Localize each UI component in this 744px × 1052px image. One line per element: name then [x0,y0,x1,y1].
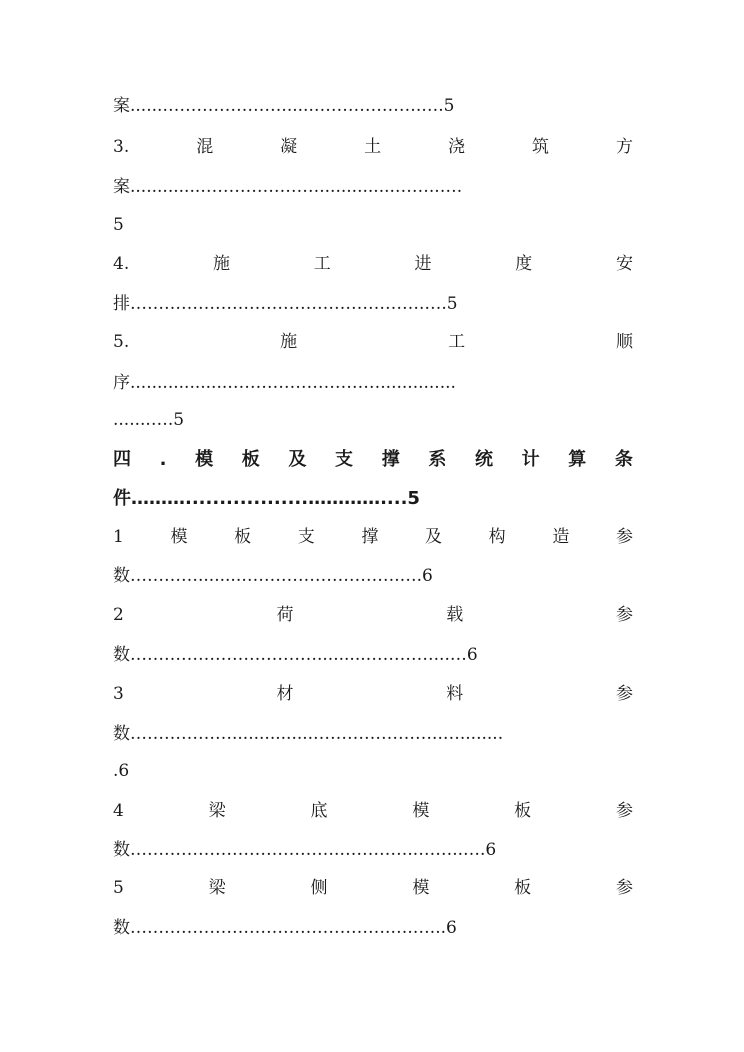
toc-token: 统 [474,449,493,470]
toc-token: 参 [615,801,633,821]
toc-token: 筑 [532,137,549,157]
toc-token: 撑 [361,527,379,547]
toc-line: 数……………………………………….….…...6 [113,918,457,938]
toc-token: 工 [448,332,466,352]
toc-token: 度 [515,254,533,274]
toc-token: 载 [446,605,464,625]
toc-token: 支 [335,449,354,470]
toc-token: 2 [113,605,124,625]
toc-token: 浇 [448,137,466,157]
toc-line: 序..................……………………….............. [113,373,456,393]
toc-token: 4 [113,801,124,821]
toc-token: 系 [428,449,447,470]
toc-entry-sequence[interactable] [113,327,633,357]
toc-token: 支 [297,527,315,547]
toc-section-heading[interactable] [113,445,633,475]
toc-token: 模 [412,878,430,898]
toc-token: 混 [196,137,214,157]
toc-token: 参 [615,527,633,547]
toc-line: 数…………………………….........…………...…6 [113,645,478,665]
toc-entry-beam-bottom-params[interactable] [113,796,633,826]
toc-token: 条 [614,449,633,470]
toc-line: 数………………...............…………………..…........ [113,724,504,744]
toc-token: 板 [241,449,260,470]
toc-token: 及 [425,527,443,547]
toc-token: 安 [615,254,633,274]
toc-token: . [159,449,167,470]
toc-token: 施 [212,254,230,274]
toc-token: 凝 [280,137,298,157]
toc-token: 计 [521,449,540,470]
toc-token: 施 [280,332,298,352]
toc-line: 数…………........……………………….….6 [113,566,433,586]
toc-token: 进 [414,254,432,274]
toc-entry-support-params[interactable] [113,522,633,552]
toc-token: 梁 [208,878,226,898]
toc-entry-load-params[interactable] [113,600,633,630]
toc-line: 件………..................…………....5 [113,488,420,509]
toc-page-number: .6 [113,761,130,781]
toc-token: 4. [113,254,130,274]
toc-token: 板 [514,878,532,898]
toc-entry-concrete-pouring[interactable] [113,132,633,162]
toc-token: 土 [364,137,382,157]
toc-token: 3 [113,684,124,704]
toc-token: 梁 [208,801,226,821]
toc-token: 侧 [310,878,328,898]
toc-token: 工 [313,254,331,274]
toc-token: 参 [615,878,633,898]
toc-token: 撑 [381,449,400,470]
toc-token: 板 [234,527,252,547]
toc-token: 构 [488,527,506,547]
toc-token: 四 [113,449,131,470]
toc-line: 数……………………………….…………..……..….6 [113,840,497,860]
toc-token: 模 [412,801,430,821]
toc-token: 及 [288,449,307,470]
toc-token: 1 [113,527,124,547]
toc-token: 顺 [616,332,633,352]
toc-line: .......….5 [113,410,185,430]
toc-line: 案.............…………………..............……..…. [113,177,463,197]
toc-line: 排…………………………………………….….5 [113,294,458,314]
toc-token: 参 [615,605,633,625]
toc-token: 5 [113,878,124,898]
toc-token: 荷 [276,605,294,625]
toc-token: 材 [276,684,294,704]
toc-token: 方 [615,137,633,157]
toc-token: 料 [446,684,464,704]
toc-token: 模 [195,449,214,470]
toc-token: 5. [113,332,130,352]
toc-token: 3. [113,137,130,157]
toc-token: 板 [514,801,532,821]
toc-line: 案......…………………......……………….….5 [113,96,455,116]
toc-token: 模 [170,527,188,547]
toc-token: 造 [552,527,570,547]
toc-token: 底 [310,801,328,821]
toc-entry-schedule[interactable] [113,249,633,279]
toc-token: 算 [568,449,587,470]
toc-entry-material-params[interactable] [113,679,633,709]
toc-page-number: 5 [113,215,124,235]
toc-token: 参 [615,684,633,704]
toc-entry-beam-side-params[interactable] [113,873,633,903]
